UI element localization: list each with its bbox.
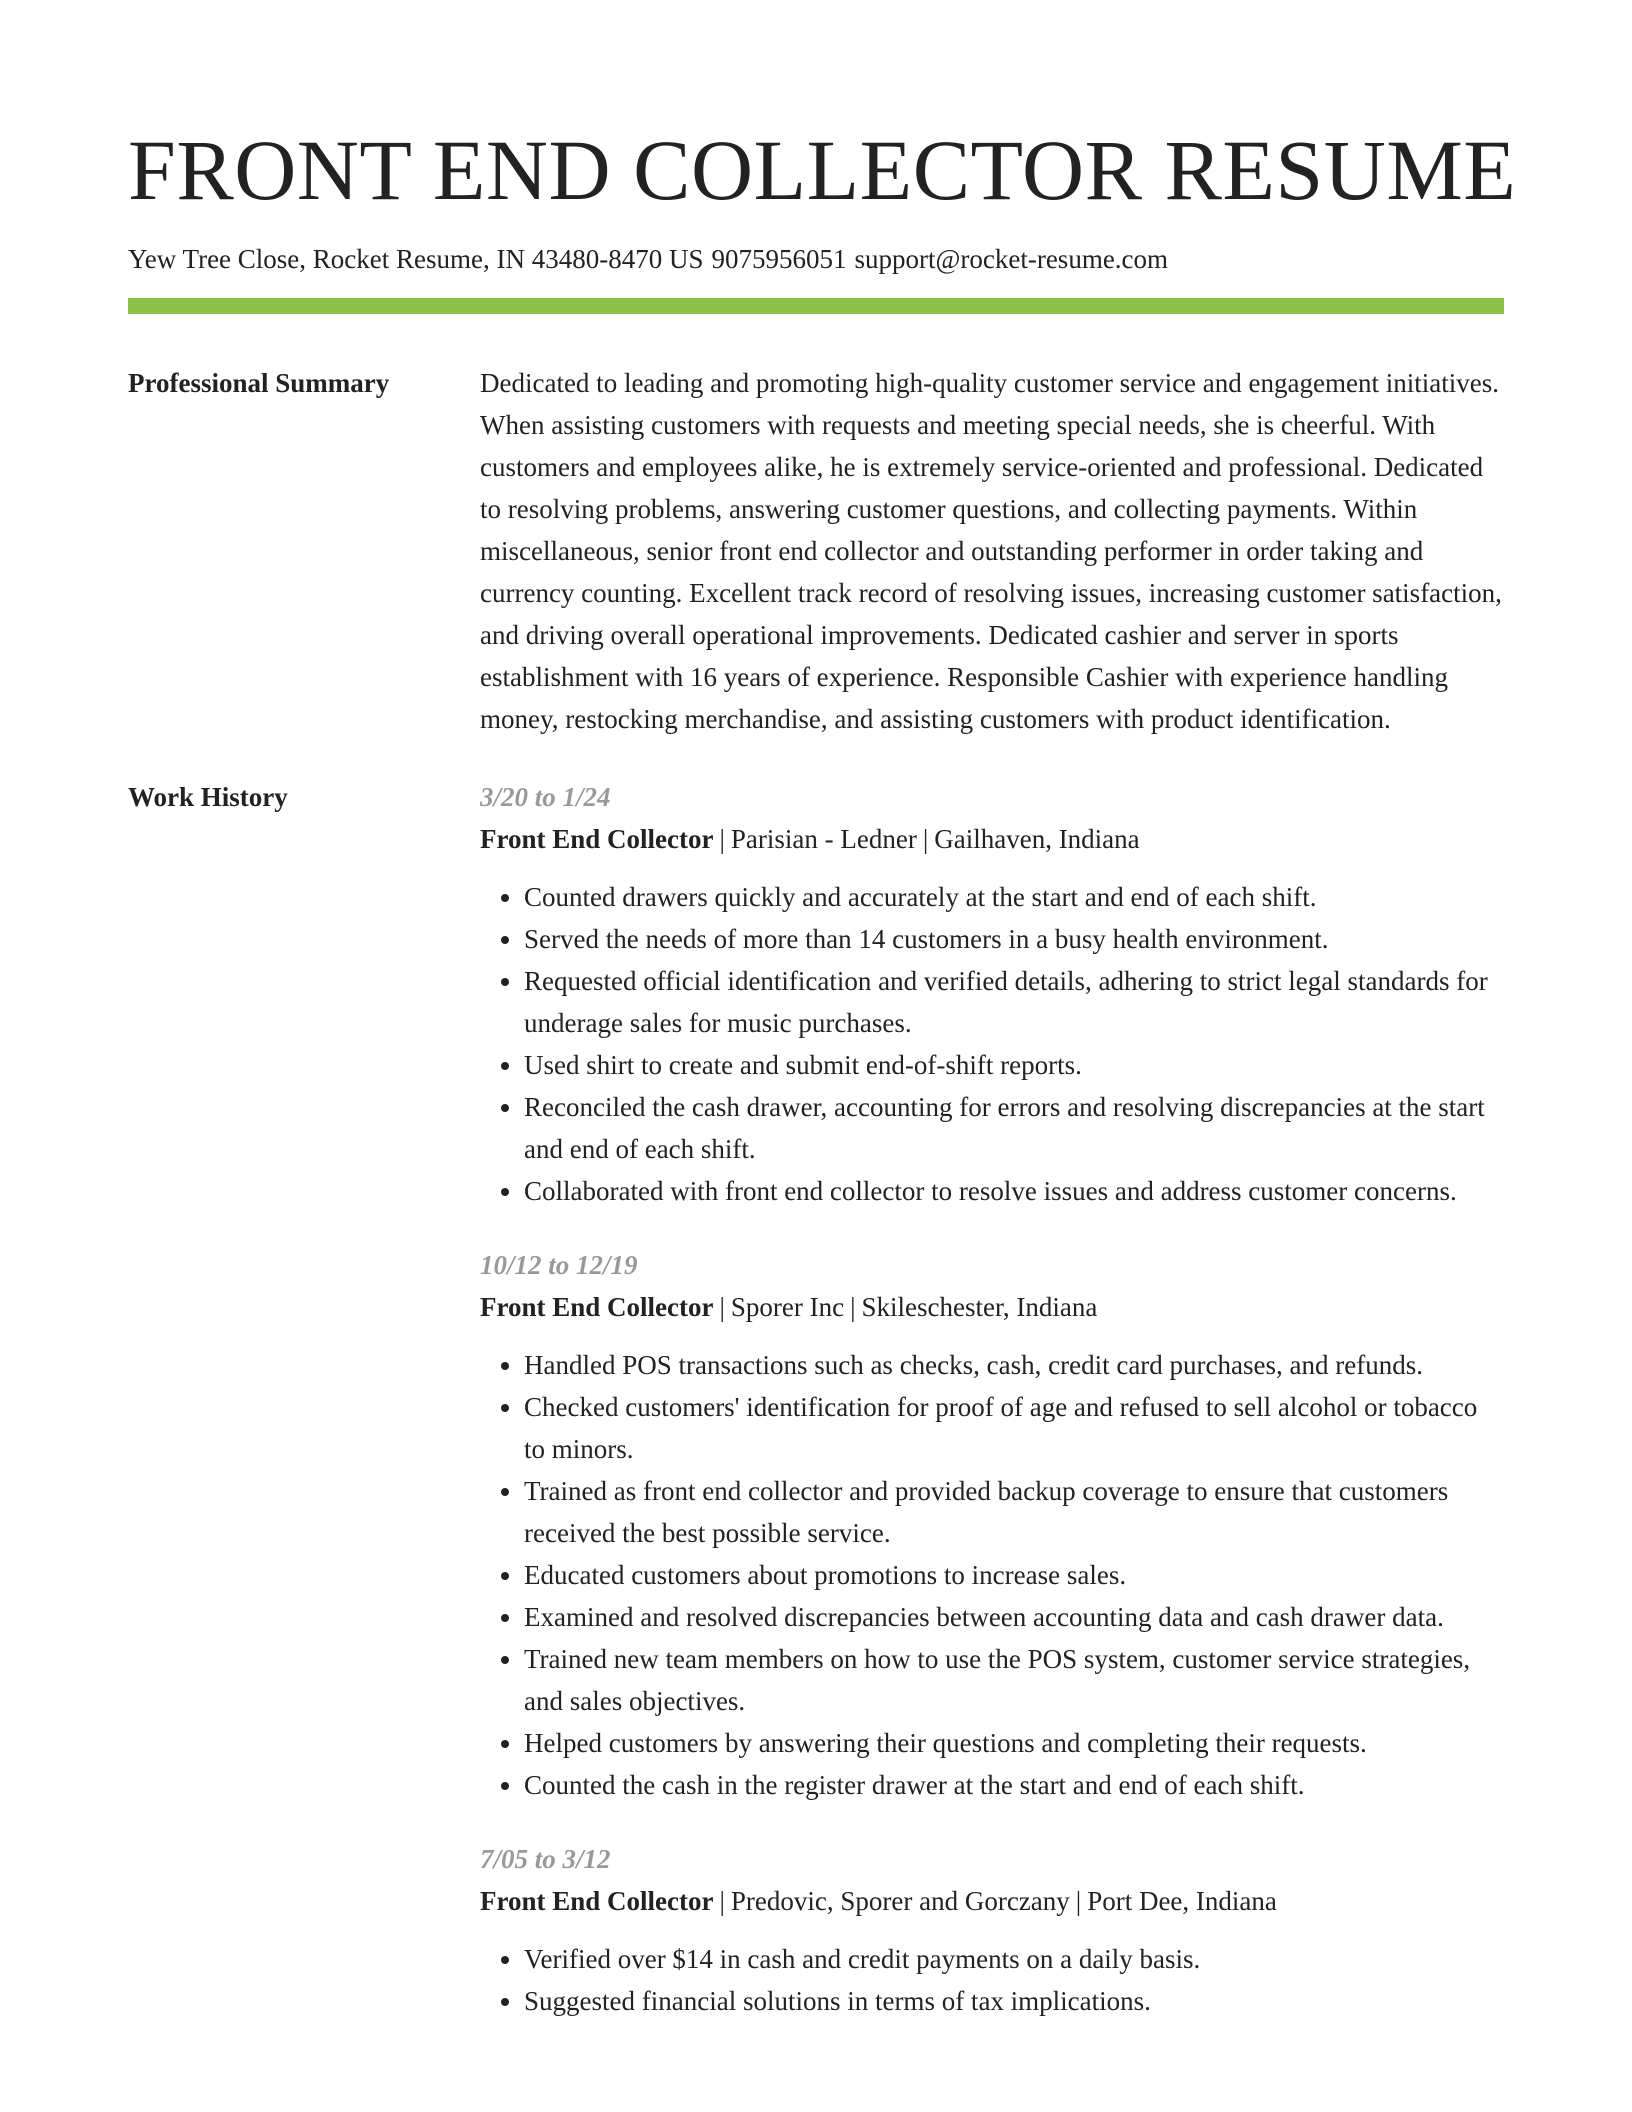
job-bullet: • Used shirt to create and submit end-of-shift reports.	[524, 1044, 1504, 1086]
job-bullet: • Educated customers about promotions to increase sales.	[524, 1554, 1504, 1596]
job-title: Front End Collector	[480, 1292, 714, 1322]
work-history-list	[480, 776, 1504, 2022]
job-heading-line	[480, 1880, 1504, 1922]
job-company: Predovic, Sporer and Gorczany	[730, 1886, 1070, 1916]
job-location: Gailhaven, Indiana	[934, 824, 1140, 854]
job-separator: |	[922, 824, 929, 854]
job-heading-line	[480, 1286, 1504, 1328]
job-bullet: • Counted drawers quickly and accurately at the start and end of each shift.	[524, 876, 1504, 918]
job-bullet: • Trained new team members on how to use the POS system, customer service strategies, and sales objectives.	[524, 1638, 1504, 1722]
job-heading-line	[480, 818, 1504, 860]
job-dates: 7/05 to 3/12	[480, 1844, 611, 1874]
resume-title: FRONT END COLLECTOR RESUME	[128, 122, 1517, 218]
summary-text: Dedicated to leading and promoting high-quality customer service and engagement initiatives. When assisting customers with requests and meeting special needs, she is cheerful. With customers and employees alike, he is extremely service-oriented and professional. Dedicated to resolving problems, answering customer questions, and collecting payments. Within miscellaneous, senior front end collector and outstanding performer in order taking and currency counting. Excellent track record of resolving issues, increasing customer satisfaction, and driving overall operational improvements. Dedicated cashier and server in sports establishment with 16 years of experience. Responsible Cashier with experience handling money, restocking merchandise, and assisting customers with product identification.	[480, 368, 1502, 734]
contact-email[interactable]: support@rocket-resume.com	[854, 244, 1169, 274]
contact-address: Yew Tree Close, Rocket Resume, IN 43480-8470 US	[128, 244, 704, 274]
job-company: Sporer Inc	[730, 1292, 845, 1322]
job-bullet: • Served the needs of more than 14 customers in a busy health environment.	[524, 918, 1504, 960]
job-location: Port Dee, Indiana	[1087, 1886, 1277, 1916]
job-bullet-list	[480, 876, 1504, 1212]
job-bullet: • Handled POS transactions such as checks, cash, credit card purchases, and refunds.	[524, 1344, 1504, 1386]
job-bullet-list	[480, 1938, 1504, 2022]
job-title: Front End Collector	[480, 824, 714, 854]
contact-line	[128, 242, 1504, 276]
job-bullet: • Requested official identification and verified details, adhering to strict legal standards for underage sales for music purchases.	[524, 960, 1504, 1044]
job-separator: |	[850, 1292, 856, 1322]
job-entry	[480, 1838, 1504, 2022]
job-bullet: • Trained as front end collector and provided backup coverage to ensure that customers received the best possible service.	[524, 1470, 1504, 1554]
job-dates: 10/12 to 12/19	[480, 1250, 638, 1280]
job-bullet: • Examined and resolved discrepancies between accounting data and cash drawer data.	[524, 1596, 1504, 1638]
job-separator: |	[1075, 1886, 1082, 1916]
job-entry	[480, 1244, 1504, 1806]
summary-heading: Professional Summary	[128, 368, 390, 398]
resume-page	[128, 0, 1517, 2022]
summary-section	[128, 362, 1504, 740]
job-bullet: • Counted the cash in the register drawer at the start and end of each shift.	[524, 1764, 1504, 1806]
job-company: Parisian - Ledner	[730, 824, 917, 854]
summary-body	[480, 362, 1504, 740]
job-dates: 3/20 to 1/24	[480, 782, 611, 812]
job-bullet: • Helped customers by answering their questions and completing their requests.	[524, 1722, 1504, 1764]
job-bullet-list	[480, 1344, 1504, 1806]
header-divider	[128, 298, 1504, 314]
work-history-section	[128, 776, 1504, 2022]
work-history-heading: Work History	[128, 782, 288, 812]
job-bullet: • Suggested financial solutions in terms of tax implications.	[524, 1980, 1504, 2022]
job-separator: |	[719, 824, 725, 854]
job-title: Front End Collector	[480, 1886, 714, 1916]
job-bullet: • Collaborated with front end collector to resolve issues and address customer concerns.	[524, 1170, 1504, 1212]
job-location: Skileschester, Indiana	[861, 1292, 1098, 1322]
contact-phone: 9075956051	[711, 244, 847, 274]
job-entry	[480, 776, 1504, 1212]
job-bullet: • Checked customers' identification for proof of age and refused to sell alcohol or tobacco to minors.	[524, 1386, 1504, 1470]
job-separator: |	[719, 1886, 725, 1916]
job-separator: |	[719, 1292, 725, 1322]
job-bullet: • Reconciled the cash drawer, accounting for errors and resolving discrepancies at the start and end of each shift.	[524, 1086, 1504, 1170]
job-bullet: • Verified over $14 in cash and credit payments on a daily basis.	[524, 1938, 1504, 1980]
